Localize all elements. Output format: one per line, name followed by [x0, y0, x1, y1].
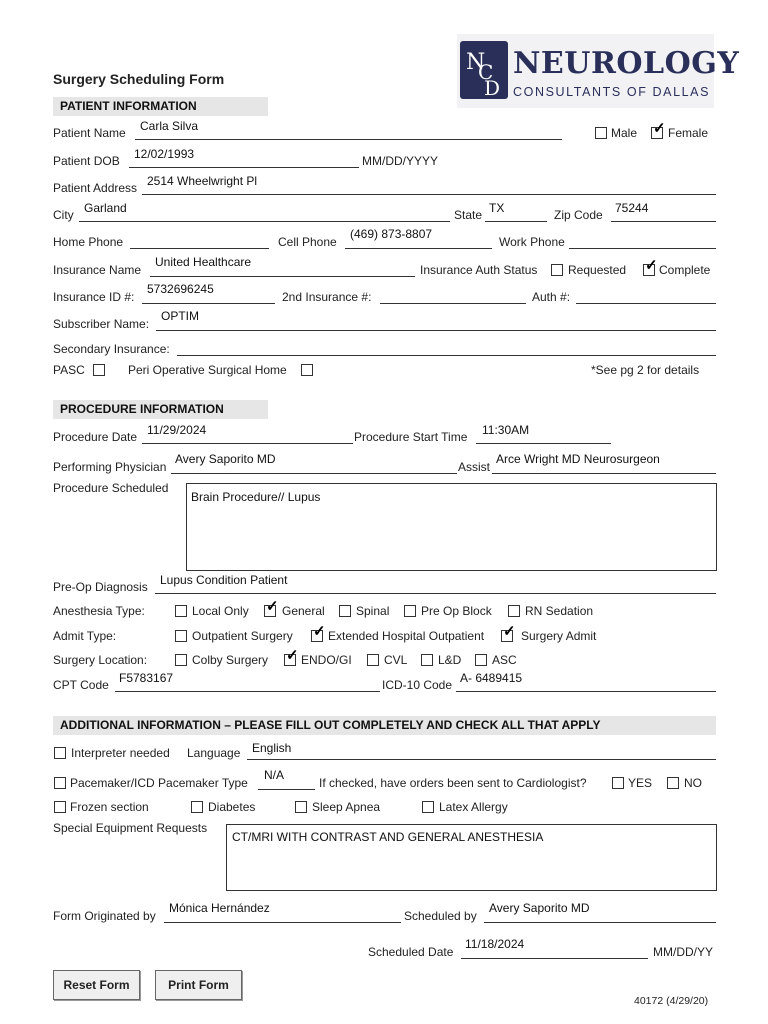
pasc-label: PASC	[53, 363, 85, 377]
pacemaker-checkbox[interactable]	[54, 777, 66, 789]
assist-label: Assist	[458, 460, 491, 474]
icd-field[interactable]	[456, 691, 716, 692]
check-mark-icon: ✓	[503, 623, 516, 640]
additional-section-header: ADDITIONAL INFORMATION – PLEASE FILL OUT COMPLETELY AND CHECK ALL THAT APPLY	[53, 716, 716, 735]
subscriber-label: Subscriber Name:	[53, 317, 150, 331]
special-equipment-textarea[interactable]	[226, 824, 717, 891]
location-ld-label: L&D	[438, 653, 462, 667]
address-label: Patient Address	[53, 181, 138, 195]
scheduled-date-field[interactable]	[461, 958, 648, 959]
cell-phone-value: (469) 873-8807	[350, 227, 433, 241]
scheduled-by-value: Avery Saporito MD	[489, 901, 590, 915]
dob-label: Patient DOB	[53, 154, 120, 168]
location-label: Surgery Location:	[53, 653, 148, 667]
check-mark-icon: ✓	[313, 623, 326, 640]
requested-checkbox[interactable]	[551, 264, 563, 276]
second-insurance-label: 2nd Insurance #:	[282, 290, 372, 304]
physician-value: Avery Saporito MD	[175, 452, 276, 466]
secondary-insurance-label: Secondary Insurance:	[53, 342, 170, 356]
address-value: 2514 Wheelwright Pl	[147, 174, 258, 188]
work-phone-label: Work Phone	[499, 235, 565, 249]
auth-status-label: Insurance Auth Status	[420, 263, 538, 277]
anesthesia-general-label: General	[282, 604, 325, 618]
subscriber-field[interactable]	[156, 330, 716, 331]
cardiologist-yes-checkbox[interactable]	[612, 777, 624, 789]
peri-operative-label: Peri Operative Surgical Home	[128, 363, 287, 377]
sleep-apnea-label: Sleep Apnea	[312, 800, 381, 814]
anesthesia-label: Anesthesia Type:	[53, 604, 145, 618]
language-field[interactable]	[247, 759, 716, 760]
originated-label: Form Originated by	[53, 909, 156, 923]
physician-field[interactable]	[171, 473, 457, 474]
icd-value: A- 6489415	[460, 671, 523, 685]
male-label: Male	[611, 126, 638, 140]
procedure-date-label: Procedure Date	[53, 430, 138, 444]
subscriber-value: OPTIM	[161, 309, 199, 323]
pacemaker-label: Pacemaker/ICD Pacemaker Type	[70, 776, 248, 790]
insurance-id-label: Insurance ID #:	[53, 290, 135, 304]
reset-form-button[interactable]: Reset Form	[53, 970, 140, 1000]
location-colby-checkbox[interactable]	[175, 654, 187, 666]
procedure-scheduled-textarea[interactable]	[186, 483, 717, 571]
location-endo-checkbox[interactable]	[284, 647, 299, 666]
auth-number-label: Auth #:	[532, 290, 571, 304]
admit-extended-label: Extended Hospital Outpatient	[328, 629, 485, 643]
language-value: English	[252, 741, 292, 755]
special-equipment-value: CT/MRI WITH CONTRAST AND GENERAL ANESTHESIA	[232, 830, 544, 844]
frozen-section-checkbox[interactable]	[54, 801, 66, 813]
state-value: TX	[489, 201, 505, 215]
procedure-date-field[interactable]	[142, 443, 353, 444]
zip-field[interactable]	[611, 221, 716, 222]
admit-outpatient-label: Outpatient Surgery	[192, 629, 293, 643]
anesthesia-preop-block-checkbox[interactable]	[404, 605, 416, 617]
frozen-section-label: Frozen section	[70, 800, 149, 814]
dob-format: MM/DD/YYYY	[362, 154, 439, 168]
special-equipment-label: Special Equipment Requests	[53, 821, 208, 835]
icd-label: ICD-10 Code	[382, 678, 453, 692]
cardiologist-no-label: NO	[684, 776, 702, 790]
zip-value: 75244	[615, 201, 649, 215]
admit-outpatient-checkbox[interactable]	[175, 630, 187, 642]
male-checkbox[interactable]	[595, 127, 607, 139]
scheduled-by-label: Scheduled by	[404, 909, 477, 923]
originated-field[interactable]	[164, 922, 401, 923]
insurance-id-field[interactable]	[142, 303, 275, 304]
anesthesia-local-checkbox[interactable]	[175, 605, 187, 617]
location-asc-checkbox[interactable]	[475, 654, 487, 666]
patient-name-field[interactable]	[135, 139, 562, 140]
procedure-scheduled-value: Brain Procedure// Lupus	[191, 490, 321, 504]
anesthesia-rn-sedation-checkbox[interactable]	[508, 605, 520, 617]
peri-operative-checkbox[interactable]	[301, 364, 313, 376]
see-page-note: *See pg 2 for details	[591, 363, 700, 377]
latex-allergy-checkbox[interactable]	[422, 801, 434, 813]
insurance-name-field[interactable]	[150, 276, 415, 277]
cpt-value: F5783167	[119, 671, 174, 685]
secondary-insurance-field[interactable]	[177, 355, 716, 356]
home-phone-field[interactable]	[130, 248, 269, 249]
originated-value: Mónica Hernández	[169, 901, 270, 915]
anesthesia-local-label: Local Only	[192, 604, 249, 618]
company-logo	[457, 34, 740, 108]
insurance-name-value: United Healthcare	[155, 255, 252, 269]
latex-allergy-label: Latex Allergy	[439, 800, 508, 814]
logo-monogram-icon	[460, 41, 508, 99]
procedure-start-value: 11:30AM	[482, 423, 530, 437]
anesthesia-spinal-checkbox[interactable]	[339, 605, 351, 617]
physician-label: Performing Physician	[53, 460, 167, 474]
interpreter-label: Interpreter needed	[71, 746, 170, 760]
admit-label: Admit Type:	[53, 629, 117, 643]
form-title: Surgery Scheduling Form	[53, 71, 225, 87]
auth-number-field[interactable]	[576, 303, 716, 304]
logo-subtitle: CONSULTANTS OF DALLAS	[513, 85, 711, 99]
assist-field[interactable]	[492, 473, 716, 474]
logo-name: NEUROLOGY	[513, 46, 740, 81]
location-colby-label: Colby Surgery	[192, 653, 269, 667]
anesthesia-general-checkbox[interactable]	[264, 598, 279, 617]
scheduled-date-label: Scheduled Date	[368, 945, 454, 959]
location-cvl-checkbox[interactable]	[367, 654, 379, 666]
cpt-label: CPT Code	[53, 678, 109, 692]
procedure-start-field[interactable]	[476, 443, 611, 444]
location-asc-label: ASC	[492, 653, 517, 667]
location-endo-label: ENDO/GI	[301, 653, 352, 667]
dob-value: 12/02/1993	[134, 147, 195, 161]
city-value: Garland	[84, 201, 127, 215]
cell-phone-label: Cell Phone	[278, 235, 337, 249]
anesthesia-spinal-label: Spinal	[356, 604, 390, 618]
address-field[interactable]	[142, 194, 716, 195]
admit-surgery-checkbox[interactable]	[501, 623, 516, 642]
pacemaker-type-value: N/A	[264, 768, 285, 782]
patient-name-value: Carla Silva	[140, 119, 199, 133]
cell-phone-field[interactable]	[345, 248, 492, 249]
pasc-checkbox[interactable]	[93, 364, 105, 376]
dob-field[interactable]	[129, 167, 359, 168]
scheduled-date-format: MM/DD/YY	[653, 945, 713, 959]
cardiologist-no-checkbox[interactable]	[667, 777, 679, 789]
scheduled-by-field[interactable]	[484, 922, 716, 923]
state-field[interactable]	[485, 221, 547, 222]
cardiologist-question: If checked, have orders been sent to Cardiologist?	[319, 776, 587, 790]
state-label: State	[454, 208, 483, 222]
admit-extended-checkbox[interactable]	[311, 623, 326, 642]
insurance-name-label: Insurance Name	[53, 263, 142, 277]
procedure-section-header: PROCEDURE INFORMATION	[53, 400, 268, 419]
svg-text:D: D	[484, 76, 501, 99]
patient-name-label: Patient Name	[53, 126, 126, 140]
anesthesia-rn-sedation-label: RN Sedation	[525, 604, 594, 618]
assist-value: Arce Wright MD Neurosurgeon	[496, 452, 660, 466]
admit-surgery-label: Surgery Admit	[521, 629, 597, 643]
procedure-date-value: 11/29/2024	[147, 423, 207, 437]
complete-label: Complete	[659, 263, 711, 277]
female-label: Female	[668, 126, 709, 140]
zip-label: Zip Code	[554, 208, 603, 222]
check-mark-icon: ✓	[286, 647, 299, 664]
preop-diagnosis-value: Lupus Condition Patient	[160, 573, 288, 587]
pacemaker-type-field[interactable]	[258, 789, 315, 790]
second-insurance-field[interactable]	[380, 303, 526, 304]
location-ld-checkbox[interactable]	[421, 654, 433, 666]
check-mark-icon: ✓	[266, 598, 279, 615]
preop-diagnosis-label: Pre-Op Diagnosis	[53, 580, 148, 594]
patient-section-header: PATIENT INFORMATION	[53, 97, 268, 116]
insurance-id-value: 5732696245	[147, 282, 214, 296]
home-phone-label: Home Phone	[53, 235, 124, 249]
anesthesia-preop-block-label: Pre Op Block	[421, 604, 492, 618]
location-cvl-label: CVL	[384, 653, 408, 667]
cardiologist-yes-label: YES	[628, 776, 653, 790]
language-label: Language	[187, 746, 241, 760]
interpreter-checkbox[interactable]	[54, 747, 66, 759]
diabetes-checkbox[interactable]	[191, 801, 203, 813]
svg-text:N: N	[466, 50, 486, 75]
requested-label: Requested	[568, 263, 627, 277]
city-label: City	[53, 208, 74, 222]
work-phone-field[interactable]	[569, 248, 716, 249]
check-mark-icon: ✓	[645, 257, 658, 274]
print-form-button[interactable]: Print Form	[155, 970, 242, 1000]
diabetes-label: Diabetes	[208, 800, 256, 814]
svg-text:C: C	[478, 60, 494, 84]
preop-diagnosis-field[interactable]	[155, 593, 716, 594]
city-field[interactable]	[79, 221, 450, 222]
procedure-scheduled-label: Procedure Scheduled	[53, 481, 169, 495]
cpt-field[interactable]	[115, 691, 380, 692]
check-mark-icon: ✓	[653, 120, 666, 137]
procedure-start-label: Procedure Start Time	[354, 430, 468, 444]
complete-checkbox[interactable]	[643, 257, 658, 276]
female-checkbox[interactable]	[651, 120, 666, 139]
scheduled-date-value: 11/18/2024	[465, 937, 525, 951]
sleep-apnea-checkbox[interactable]	[295, 801, 307, 813]
form-number: 40172 (4/29/20)	[634, 995, 709, 1007]
